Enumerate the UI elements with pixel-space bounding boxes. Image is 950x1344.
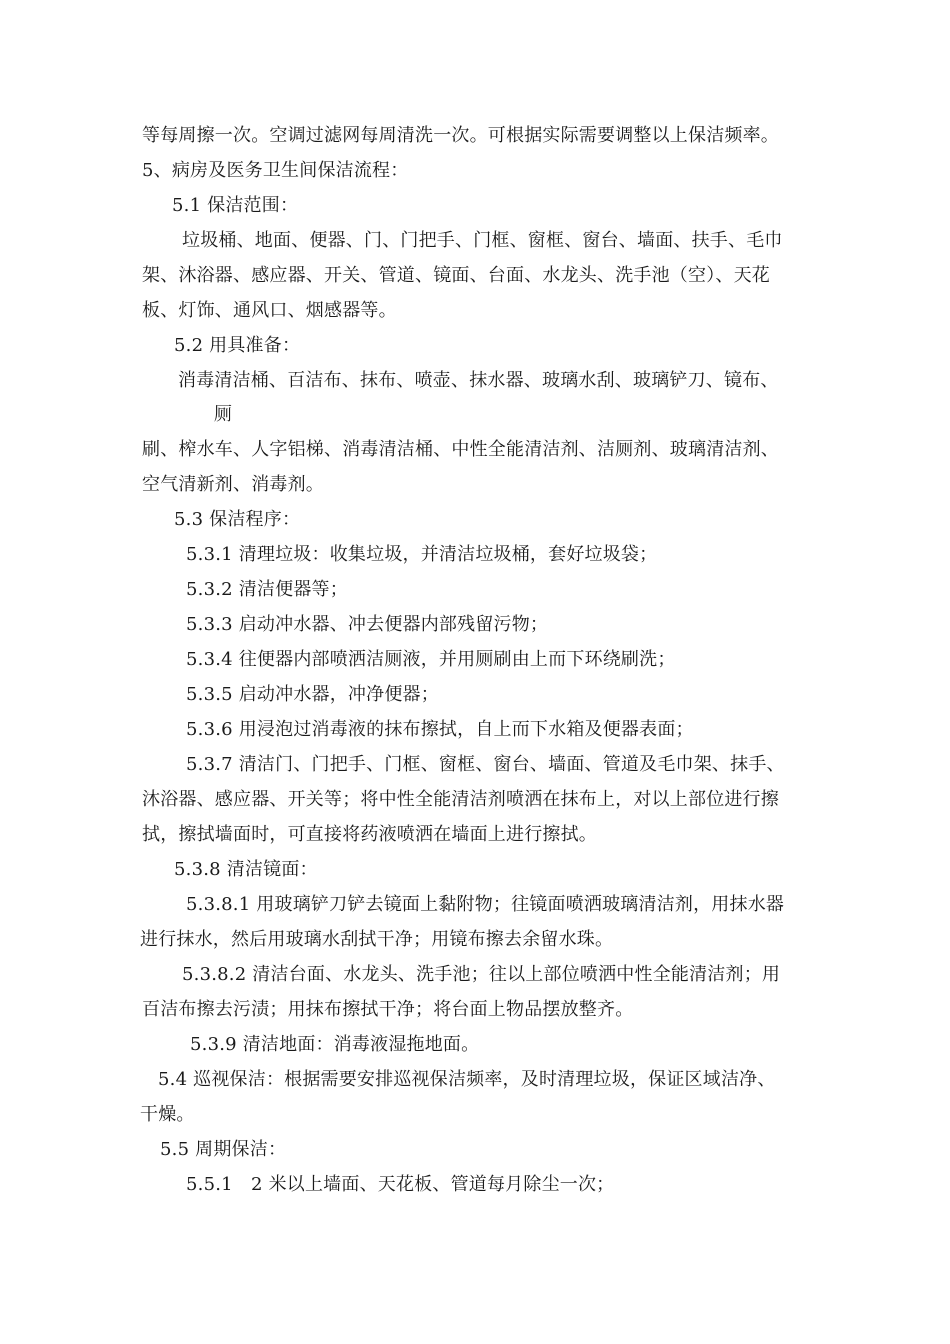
text-line: 架、沐浴器、感应器、开关、管道、镜面、台面、水龙头、洗手池（空）、天花: [142, 265, 770, 286]
text-line: 5.3.7 清洁门、门把手、门框、窗框、窗台、墙面、管道及毛巾架、抹手、: [186, 754, 785, 775]
text-line: 5.3.9 清洁地面：消毒液湿拖地面。: [190, 1034, 480, 1055]
text-line: 5.4 巡视保洁：根据需要安排巡视保洁频率，及时清理垃圾，保证区域洁净、: [158, 1069, 776, 1090]
subsection-heading: 5.3.8 清洁镜面：: [174, 859, 318, 880]
text-line: 厕: [214, 404, 233, 425]
text-line: 5.3.3 启动冲水器、冲去便器内部残留污物；: [186, 614, 549, 635]
text-line: 进行抹水，然后用玻璃水刮拭干净；用镜布擦去余留水珠。: [140, 929, 614, 950]
text-line: 5.3.2 清洁便器等；: [186, 579, 348, 600]
subsection-heading: 5.1 保洁范围：: [172, 195, 299, 216]
text-line: 5.3.1 清理垃圾：收集垃圾，并清洁垃圾桶，套好垃圾袋；: [186, 544, 658, 565]
text-line: 干燥。: [140, 1104, 195, 1125]
text-line: 沐浴器、感应器、开关等；将中性全能清洁剂喷洒在抹布上，对以上部位进行擦: [142, 789, 779, 810]
text-line: 等每周擦一次。空调过滤网每周清洗一次。可根据实际需要调整以上保洁频率。: [142, 125, 779, 146]
text-line: 拭，擦拭墙面时，可直接将药液喷洒在墙面上进行擦拭。: [142, 824, 597, 845]
text-line: 5.3.6 用浸泡过消毒液的抹布擦拭，自上而下水箱及便器表面；: [186, 719, 694, 740]
section-heading: 5、病房及医务卫生间保洁流程：: [142, 160, 409, 181]
text-line: 5.3.5 启动冲水器，冲净便器；: [186, 684, 439, 705]
subsection-heading: 5.3 保洁程序：: [174, 509, 301, 530]
text-line: 消毒清洁桶、百洁布、抹布、喷壶、抹水器、玻璃水刮、玻璃铲刀、镜布、: [178, 370, 779, 391]
text-line: 板、灯饰、通风口、烟感器等。: [142, 300, 397, 321]
text-line: 5.5.1 2 米以上墙面、天花板、管道每月除尘一次；: [186, 1174, 615, 1195]
text-line: 5.3.8.1 用玻璃铲刀铲去镜面上黏附物；往镜面喷洒玻璃清洁剂，用抹水器: [186, 894, 785, 915]
subsection-heading: 5.5 周期保洁：: [160, 1139, 287, 1160]
text-line: 5.3.8.2 清洁台面、水龙头、洗手池；往以上部位喷洒中性全能清洁剂；用: [182, 964, 781, 985]
text-line: 垃圾桶、地面、便器、门、门把手、门框、窗框、窗台、墙面、扶手、毛巾: [182, 230, 783, 251]
text-line: 5.3.4 往便器内部喷洒洁厕液，并用厕刷由上而下环绕刷洗；: [186, 649, 676, 670]
subsection-heading: 5.2 用具准备：: [174, 335, 301, 356]
text-line: 空气清新剂、消毒剂。: [142, 474, 324, 495]
text-line: 百洁布擦去污渍；用抹布擦拭干净；将台面上物品摆放整齐。: [142, 999, 634, 1020]
text-line: 刷、榨水车、人字铝梯、消毒清洁桶、中性全能清洁剂、洁厕剂、玻璃清洁剂、: [142, 439, 779, 460]
